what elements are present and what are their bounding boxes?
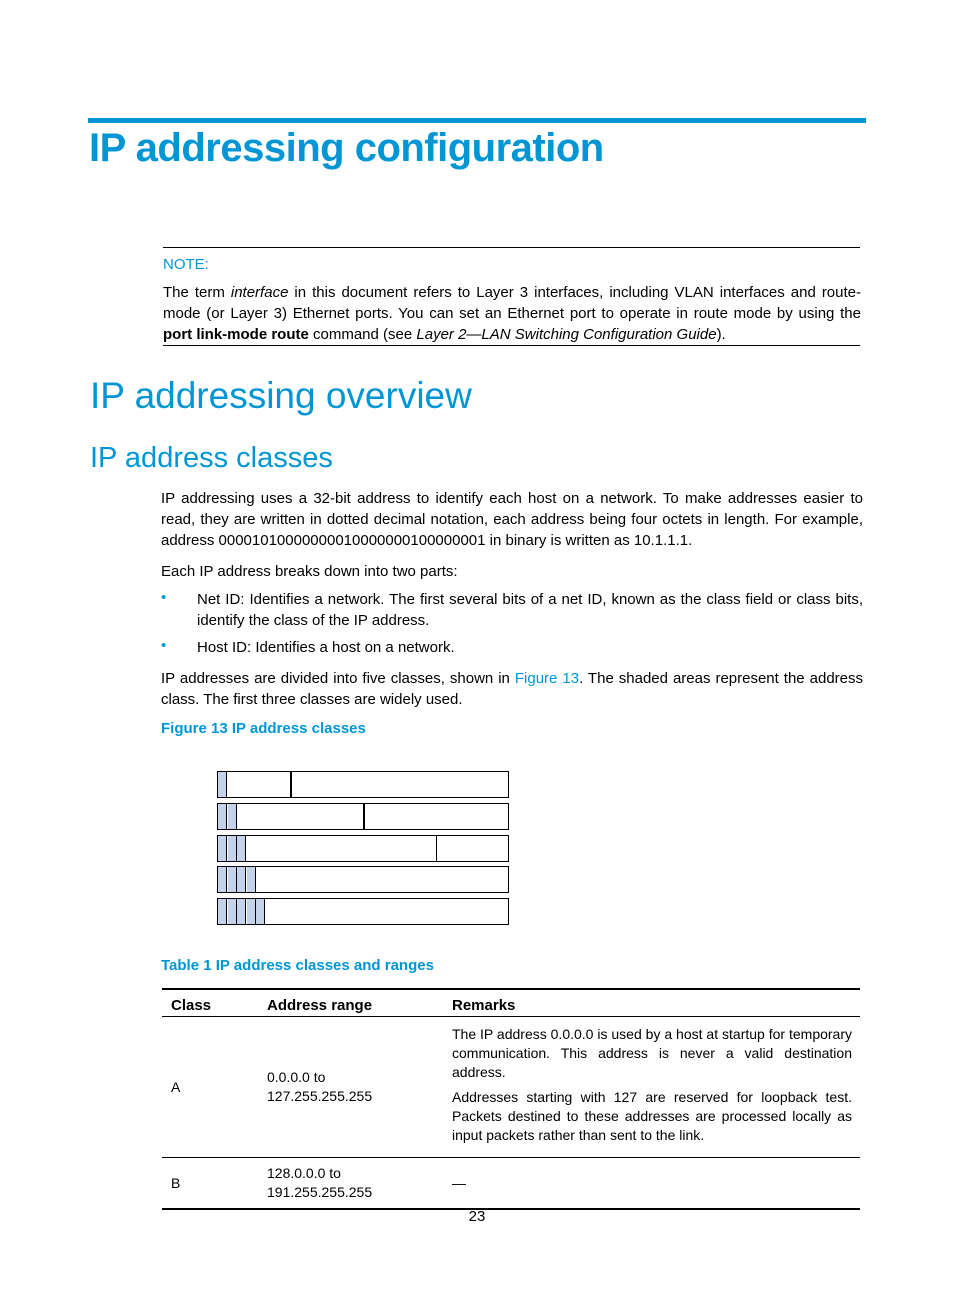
note-text-2: in this document refers to Layer 3 interfaces, including VLAN interfaces and route-mode (or Layer 3) Ethernet ports. You can set an Ethernet port to operate in route mode by using the <box>163 284 861 322</box>
table-row <box>162 1158 860 1210</box>
note-label: NOTE: <box>163 256 209 273</box>
page-title: IP addressing configuration <box>89 126 604 170</box>
field-divider <box>363 804 365 829</box>
cell-class: A <box>171 1078 181 1095</box>
cell-range <box>258 1158 443 1210</box>
note-term: interface <box>230 284 289 301</box>
title-bar-rule <box>88 118 866 123</box>
range-end: 127.255.255.255 <box>267 1088 373 1104</box>
class-d-row <box>217 866 509 893</box>
class-a-row <box>217 771 509 798</box>
remark: The IP address 0.0.0.0 is used by a host at startup for temporary communication. This address is never a valid destination address. <box>452 1026 852 1080</box>
header-remarks: Remarks <box>443 989 860 1017</box>
range-start: 0.0.0.0 to <box>267 1069 326 1085</box>
class-bit <box>228 836 237 861</box>
paragraph-classes <box>161 668 863 710</box>
bullet-icon: • <box>161 589 167 606</box>
class-bit <box>218 772 227 797</box>
header-class: Class <box>162 989 258 1017</box>
note-guide: Layer 2—LAN Switching Configuration Guide <box>416 326 717 343</box>
class-b-row <box>217 803 509 830</box>
note-text-4: ). <box>716 326 726 343</box>
class-bit <box>228 867 237 892</box>
class-bit <box>218 899 227 924</box>
cell-remarks: — <box>443 1158 860 1210</box>
text: . The shaded areas represent the address class. The first three classes are widely used. <box>161 670 863 708</box>
class-bit <box>247 899 256 924</box>
header-range: Address range <box>258 989 443 1017</box>
class-bit <box>218 804 227 829</box>
table-header-row <box>162 989 860 1017</box>
class-bit <box>247 867 256 892</box>
class-bit <box>237 836 246 861</box>
class-e-row <box>217 898 509 925</box>
heading-classes: IP address classes <box>90 442 333 474</box>
note-text-1: The term <box>163 284 231 301</box>
note-top-rule <box>163 247 860 248</box>
field-divider <box>436 836 437 861</box>
ip-classes-table <box>162 988 860 1210</box>
class-bit <box>228 804 237 829</box>
note-bottom-rule <box>163 345 860 346</box>
figure-caption: Figure 13 IP address classes <box>161 720 366 737</box>
note-text-3: command (see <box>308 326 417 343</box>
table-caption: Table 1 IP address classes and ranges <box>161 957 434 974</box>
cell-class: B <box>162 1158 258 1210</box>
cell-remarks <box>443 1017 860 1158</box>
range-start: 128.0.0.0 to <box>267 1165 341 1181</box>
range-end: 191.255.255.255 <box>267 1184 373 1200</box>
paragraph-intro: IP addressing uses a 32-bit address to identify each host on a network. To make addresses easier to read, they are written in dotted decimal notation, each address being four octets in length. For example, address 00001010000000010000000100000001 in binary is written as 10.1.1.1. <box>161 490 863 549</box>
class-c-row <box>217 835 509 862</box>
text: IP addresses are divided into five classes, shown in <box>161 670 515 687</box>
page-number: 23 <box>468 1208 486 1225</box>
class-bit <box>218 836 227 861</box>
bullet-host-id: Host ID: Identifies a host on a network. <box>197 639 455 656</box>
figure-link[interactable]: Figure 13 <box>514 670 580 687</box>
class-bit <box>256 899 265 924</box>
table-row <box>162 1017 860 1158</box>
note-text <box>163 282 861 345</box>
class-bit <box>218 867 227 892</box>
remark: Addresses starting with 127 are reserved for loopback test. Packets destined to these addresses are processed locally as input packets rather than sent to the link. <box>452 1089 852 1143</box>
field-divider <box>290 772 292 797</box>
bullet-icon: • <box>161 637 167 654</box>
class-bit <box>237 867 246 892</box>
cell-range <box>258 1017 443 1158</box>
heading-overview: IP addressing overview <box>90 375 472 416</box>
paragraph-parts: Each IP address breaks down into two parts: <box>161 563 458 580</box>
bullet-net-id: Net ID: Identifies a network. The first several bits of a net ID, known as the class field or class bits, identify the class of the IP address. <box>197 591 863 629</box>
class-bit <box>237 899 246 924</box>
class-bit <box>228 899 237 924</box>
note-command: port link-mode route <box>163 326 309 343</box>
